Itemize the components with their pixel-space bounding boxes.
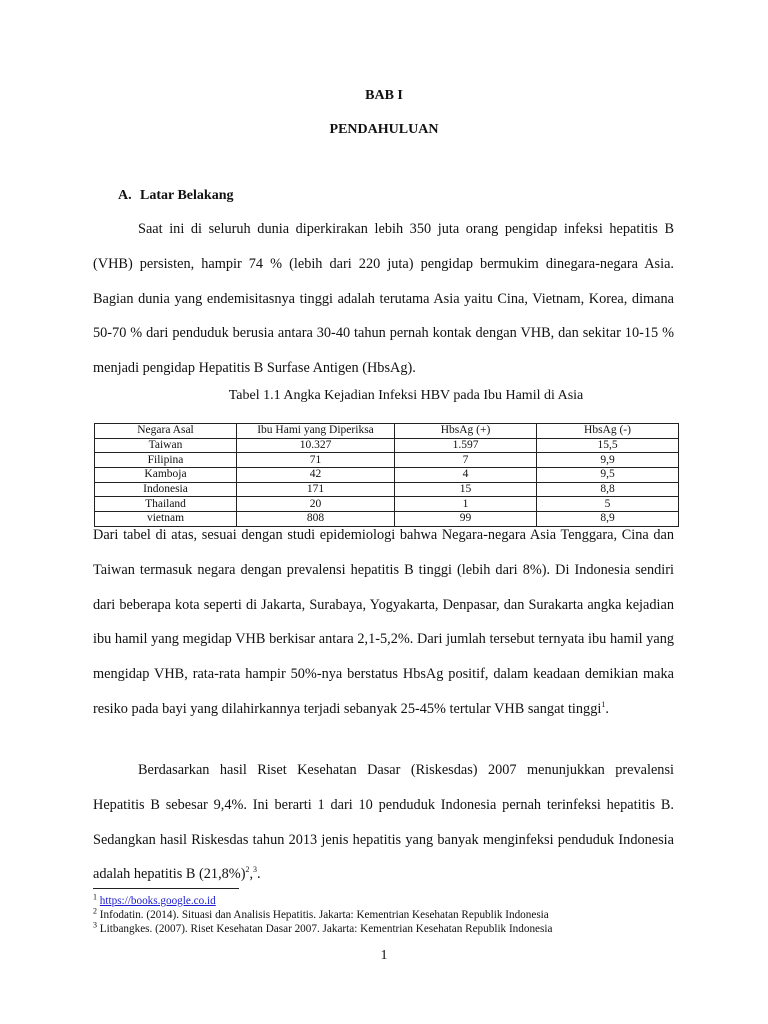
paragraph-riskesdas-text: Berdasarkan hasil Riset Kesehatan Dasar (Riskesdas) 2007 menunjukkan prevalensi Hepatitis B sebesar 9,4%. Ini berarti 1 dari 10 penduduk Indonesia pernah terinfeksi hepatitis B. Sedangkan hasil Riskesdas tahun 2013 jenis hepatitis yang banyak menginfeksi penduduk Indonesia adalah hepatitis B (21,8%) (93, 762, 674, 883)
table-row (95, 438, 679, 453)
table-cell: 99 (395, 512, 537, 527)
chapter-number: BAB I (365, 88, 403, 103)
table-cell: 808 (237, 512, 395, 527)
table-cell: 1 (395, 497, 537, 512)
table-header-cell: HbsAg (-) (537, 424, 679, 439)
table-cell: 15,5 (537, 438, 679, 453)
table-cell: 20 (237, 497, 395, 512)
footnote-mark: 1 (93, 892, 97, 902)
footnote-1 (93, 894, 693, 908)
table-cell: 9,9 (537, 453, 679, 468)
table-header-cell: HbsAg (+) (395, 424, 537, 439)
paragraph-table-discussion (93, 518, 674, 727)
footnote-ref-1: 1 (601, 700, 606, 710)
footnote-ref-3: 3 (253, 865, 258, 875)
sentence-period: . (257, 866, 261, 883)
table-cell: 8,8 (537, 482, 679, 497)
paragraph-riskesdas (93, 753, 674, 892)
table-cell: 171 (237, 482, 395, 497)
table-header-cell: Ibu Hami yang Diperiksa (237, 424, 395, 439)
footnote-text: Litbangkes. (2007). Riset Kesehatan Dasar 2007. Jakarta: Kementrian Kesehatan Republik Indonesia (99, 923, 553, 935)
footnote-separator (93, 888, 239, 889)
footnotes (93, 894, 693, 936)
footnote-link[interactable]: https://books.google.co.id (99, 895, 216, 907)
table-cell: 1.597 (395, 438, 537, 453)
table-row (95, 482, 679, 497)
sentence-period: . (605, 700, 609, 717)
table-cell: 71 (237, 453, 395, 468)
paragraph-intro: Saat ini di seluruh dunia diperkirakan lebih 350 juta orang pengidap infeksi hepatitis B (VHB) persisten, hampir 74 % (lebih dari 220 juta) pengidap bermukim dinegara-negara Asia. Bagian dunia yang endemisitasnya tinggi adalah terutama Asia yaitu Cina, Vietnam, Korea, dimana 50-70 % dari penduduk berusia antara 30-40 tahun pernah kontak dengan VHB, dan sekitar 10-15 % menjadi pengidap Hepatitis B Surfase Antigen (HbsAg). (93, 221, 674, 377)
table-cell: 15 (395, 482, 537, 497)
table-cell: Indonesia (95, 482, 237, 497)
ref-separator: , (249, 866, 254, 883)
chapter-title: PENDAHULUAN (329, 122, 439, 137)
table-row (95, 468, 679, 483)
footnote-mark: 2 (93, 906, 97, 916)
table-cell: vietnam (95, 512, 237, 527)
table-cell: 5 (537, 497, 679, 512)
table-row (95, 453, 679, 468)
footnote-ref-2: 2 (245, 865, 250, 875)
section-title: Latar Belakang (140, 188, 234, 203)
hbv-data-table (94, 423, 679, 527)
table-cell: 7 (395, 453, 537, 468)
footnote-2 (93, 908, 693, 922)
section-number: A. (118, 188, 132, 203)
footnote-mark: 3 (93, 920, 97, 930)
page-number: 1 (380, 948, 388, 963)
table-body (95, 438, 679, 526)
table-cell: 8,9 (537, 512, 679, 527)
table-header-row (95, 424, 679, 439)
section-heading (118, 188, 233, 204)
table-cell: Filipina (95, 453, 237, 468)
table-cell: 4 (395, 468, 537, 483)
table-cell: 42 (237, 468, 395, 483)
table-caption: Tabel 1.1 Angka Kejadian Infeksi HBV pada Ibu Hamil di Asia (228, 388, 584, 403)
table-row (95, 497, 679, 512)
table-cell: 9,5 (537, 468, 679, 483)
table-cell: 10.327 (237, 438, 395, 453)
table-cell: Kamboja (95, 468, 237, 483)
footnote-text: Infodatin. (2014). Situasi dan Analisis Hepatitis. Jakarta: Kementrian Kesehatan Republik Indonesia (99, 909, 549, 921)
footnote-3 (93, 922, 693, 936)
table-header-cell: Negara Asal (95, 424, 237, 439)
paragraph-table-discussion-text: Dari tabel di atas, sesuai dengan studi epidemiologi bahwa Negara-negara Asia Tenggara, Cina dan Taiwan termasuk negara dengan prevalensi hepatitis B tinggi (lebih dari 8%). Di Indonesia sendiri dari beberapa kota seperti di Jakarta, Surabaya, Yogyakarta, Denpasar, dan Surakarta angka kejadian ibu hamil yang megidap VHB berkisar antara 2,1-5,2%. Dari jumlah tersebut ternyata ibu hamil yang mengidap VHB, rata-rata hampir 50%-nya berstatus HbsAg positif, dalam keadaan demikian maka resiko pada bayi yang dilahirkannya terjadi sebanyak 25-45% tertular VHB sangat tinggi (93, 527, 674, 717)
table-cell: Thailand (95, 497, 237, 512)
table-cell: Taiwan (95, 438, 237, 453)
